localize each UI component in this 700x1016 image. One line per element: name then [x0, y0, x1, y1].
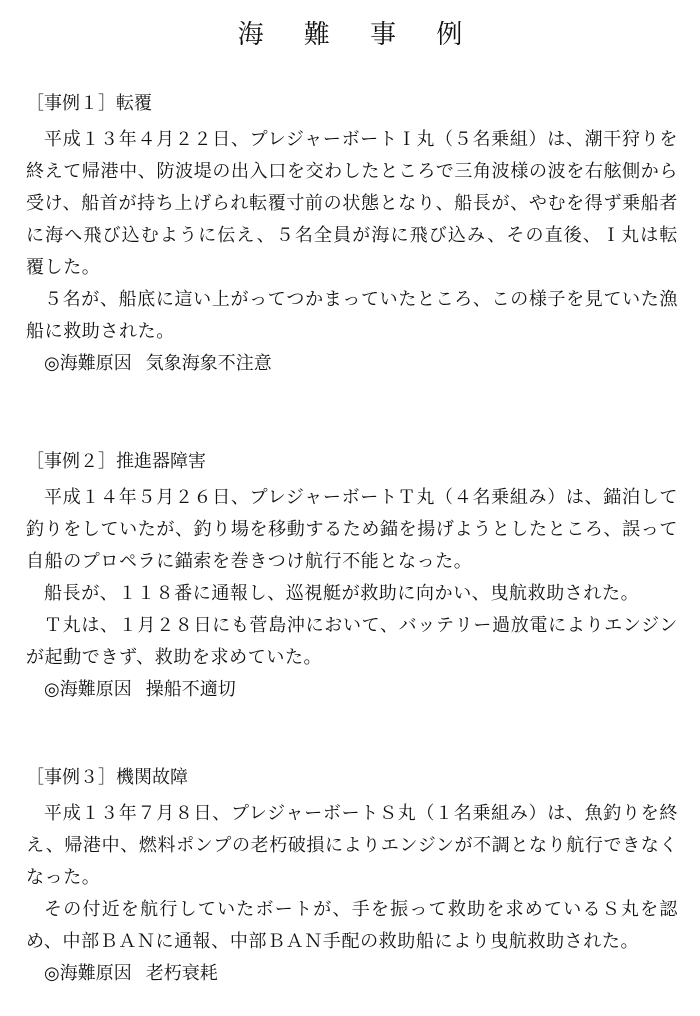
cause-label: ◎海難原因: [44, 353, 132, 374]
case-paragraph: 平成１４年５月２６日、プレジャーボートＴ丸（４名乗組み）は、錨泊して釣りをしていたが、釣り場を移動するため錨を揚げようとしたところ、誤って自船のプロペラに錨索を巻きつけ航行不能となった。: [26, 487, 678, 572]
case-cause: [26, 674, 678, 706]
case-paragraph: 平成１３年４月２２日、プレジャーボートＩ丸（５名乗組）は、潮干狩りを終えて帰港中、防波堤の出入口を交わしたところで三角波様の波を右舷側から受け、船首が持ち上げられ転覆寸前の状態となり、船長が、やむを得ず乗船者に海へ飛び込むように伝え、５名全員が海に飛び込み、その直後、Ｉ丸は転覆した。: [26, 129, 678, 278]
case-1: [26, 88, 678, 380]
case-paragraph: その付近を航行していたボートが、手を振って救助を求めているＳ丸を認め、中部ＢＡＮに通報、中部ＢＡＮ手配の救助船により曳航救助された。: [26, 899, 678, 952]
cause-value: 気象海象不注意: [145, 353, 272, 374]
case-2: [26, 446, 678, 706]
case-paragraph: ５名が、船底に這い上がってつかまっていたところ、この様子を見ていた漁船に救助された。: [26, 289, 678, 342]
case-cause: [26, 348, 678, 380]
case-paragraph: 平成１３年７月８日、プレジャーボートＳ丸（１名乗組み）は、魚釣りを終え、帰港中、燃料ポンプの老朽破損によりエンジンが不調となり航行できなくなった。: [26, 803, 678, 888]
cause-label: ◎海難原因: [44, 963, 132, 984]
case-heading: ［事例１］転覆: [26, 93, 152, 114]
cause-label: ◎海難原因: [44, 679, 132, 700]
case-paragraph: 船長が、１１８番に通報し、巡視艇が救助に向かい、曳航救助された。: [44, 583, 640, 604]
page-title: 海 難 事 例: [237, 20, 479, 50]
case-3: [26, 762, 678, 990]
cause-value: 老朽衰耗: [145, 963, 218, 984]
case-paragraph: Ｔ丸は、１月２８日にも菅島沖において、バッテリー過放電によりエンジンが起動できず、救助を求めていた。: [26, 615, 678, 668]
cause-value: 操船不適切: [145, 679, 236, 700]
case-heading: ［事例３］機関故障: [26, 767, 188, 788]
case-heading: ［事例２］推進器障害: [26, 451, 206, 472]
case-cause: [26, 958, 678, 990]
